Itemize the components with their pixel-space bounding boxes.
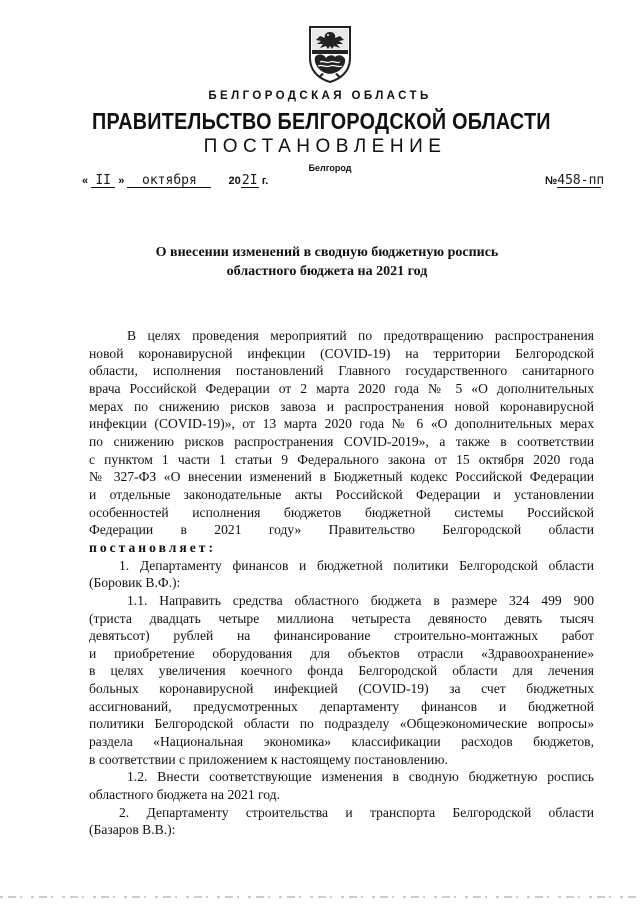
scan-artifact-line	[0, 896, 640, 898]
text-line: 1. Департаменту финансов и бюджетной политики Белгородской области	[119, 557, 594, 573]
paragraph-1	[89, 557, 594, 592]
text-line: в соответствии с приложением к настоящему постановлению.	[89, 751, 448, 767]
title-line: областного бюджета на 2021 год	[226, 264, 428, 279]
date-year-tail: г.	[261, 175, 269, 187]
text-line: больных коронавирусной инфекцией (COVID-19) за счет бюджетных	[89, 681, 594, 697]
text-line: по снижению рисков распространения COVID-2019», а также в соответствии	[89, 433, 594, 449]
text-line: (триста двадцать четыре миллиона четыреста девяносто девять тысяч	[89, 610, 594, 626]
text-line: Федерации в 2021 году» Правительство Белгородской области	[89, 522, 594, 538]
text-line: ассигнований, предусмотренных департаменту финансов и бюджетной	[89, 698, 594, 714]
date-month: октября	[127, 174, 211, 188]
document-body	[89, 327, 594, 839]
paragraph-preamble	[89, 327, 594, 539]
date-day: II	[91, 174, 115, 188]
text-line: новой коронавирусной инфекции (COVID-19) на территории Белгородской	[89, 345, 594, 361]
number-sign: №	[545, 175, 558, 187]
text-line: 1.2. Внести соответствующие изменения в сводную бюджетную роспись	[127, 769, 594, 785]
text-line: (Базаров В.В.):	[89, 822, 176, 838]
text-line: № 327-ФЗ «О внесении изменений в Бюджетный кодекс Российской Федерации	[89, 469, 594, 485]
date-year-prefix: 20	[228, 175, 241, 187]
text-line: девятьсот) рублей на финансирование строительно-монтажных работ	[89, 628, 594, 644]
text-line: в целях увеличения коечного фонда Белгородской области для лечения	[89, 663, 594, 679]
text-line: 2. Департаменту строительства и транспорта Белгородской области	[119, 804, 594, 820]
text-line: врача Российской Федерации от 2 марта 2020 года № 5 «О дополнительных	[89, 380, 594, 396]
quote-open: «	[82, 175, 89, 187]
number-value: 458-пп	[557, 173, 605, 188]
decree-date	[82, 174, 268, 188]
text-line: области, исполнения постановлений Главного государственного санитарного	[89, 363, 594, 379]
text-line: и отдельные законодательные акты Российской Федерации и установлении	[89, 486, 594, 502]
date-year-suffix: 2I	[241, 173, 258, 188]
document-title	[0, 243, 640, 281]
decree-number	[545, 173, 605, 188]
paragraph-1-1	[89, 592, 594, 769]
text-line: политики Белгородской области по подразделу «Общеэкономические вопросы»	[89, 716, 594, 732]
paragraph-2	[89, 804, 594, 839]
text-line: 1.1. Направить средства областного бюджета в размере 324 499 900	[127, 592, 594, 608]
text-line: мерах по снижению рисков завоза и распространения новой коронавирусной	[89, 398, 594, 414]
region-name: БЕЛГОРОДСКАЯ ОБЛАСТЬ	[208, 90, 432, 102]
paragraph-1-2	[89, 768, 594, 803]
text-line: с пунктом 1 части 1 статьи 9 Федерального закона от 15 октября 2020 года	[89, 451, 594, 467]
document-type: ПОСТАНОВЛЕНИЕ	[203, 136, 447, 157]
text-line: особенностей исполнения бюджетов бюджетной системы Российской	[89, 504, 594, 520]
quote-close: »	[118, 175, 125, 187]
text-line: (Боровик В.Ф.):	[89, 575, 181, 591]
coat-of-arms-icon	[306, 24, 354, 84]
government-name: ПРАВИТЕЛЬСТВО БЕЛГОРОДСКОЙ ОБЛАСТИ	[92, 108, 551, 134]
text-line: инфекции (COVID-19)», от 13 марта 2020 года № 6 «О дополнительных мерах	[89, 416, 594, 432]
text-line: и приобретение оборудования для объектов отрасли «Здравоохранение»	[89, 645, 594, 661]
title-line: О внесении изменений в сводную бюджетную роспись	[155, 245, 499, 260]
resolves-word: постановляет:	[89, 539, 216, 555]
text-line: раздела «Национальная экономика» классификации расходов бюджетов,	[89, 734, 594, 750]
text-line: областного бюджета на 2021 год.	[89, 787, 281, 803]
city-name: Белгород	[308, 163, 352, 173]
text-line: В целях проведения мероприятий по предотвращению распространения	[127, 328, 594, 343]
